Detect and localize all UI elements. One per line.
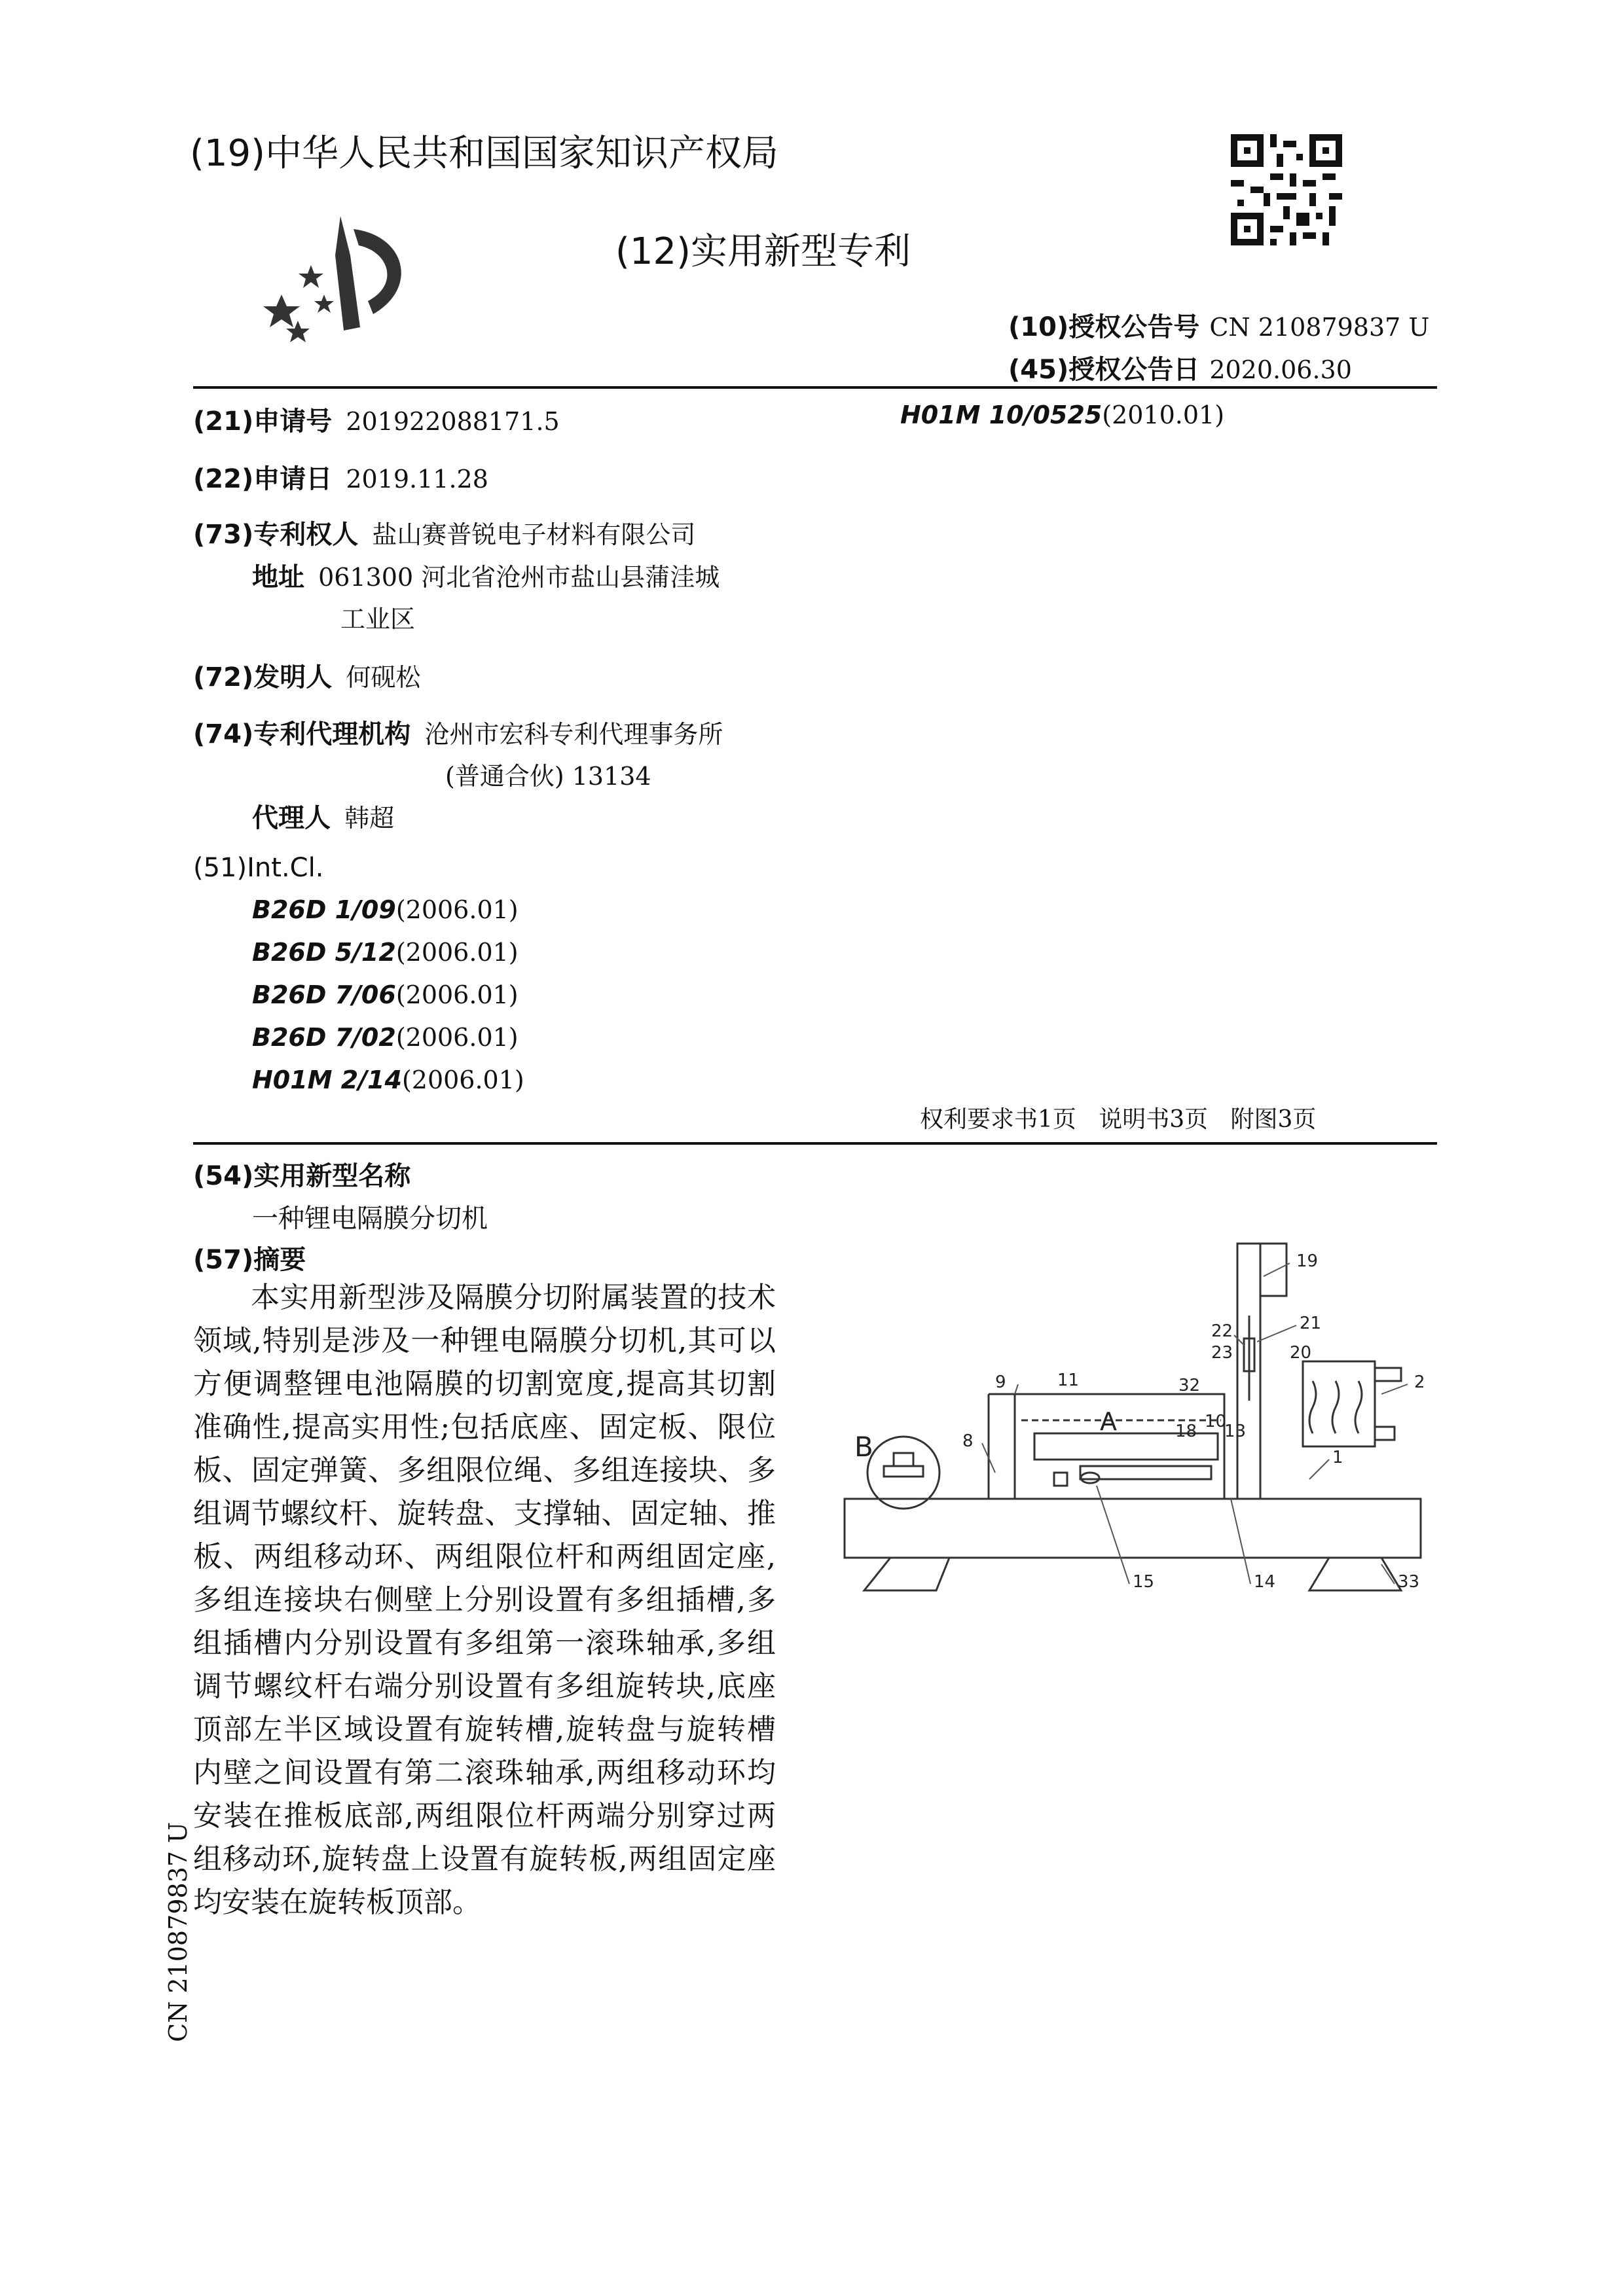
pub-date-value: 2020.06.30	[1209, 355, 1352, 384]
document-type: (12)实用新型专利	[615, 230, 911, 273]
utility-model-title: 一种锂电隔膜分切机	[252, 1204, 488, 1234]
intcl-label: (51)Int.Cl.	[193, 853, 324, 883]
side-publication-number: CN 210879837 U	[164, 1821, 192, 2042]
pub-date-label: (45)授权公告日	[1008, 355, 1200, 385]
fig-label: B	[854, 1431, 873, 1463]
agency-label: (74)专利代理机构	[193, 719, 411, 749]
abstract-text: 本实用新型涉及隔膜分切附属装置的技术领域,特别是涉及一种锂电隔膜分切机,其可以方便调整锂电池隔膜的切割宽度,提高其切割准确性,提高实用性;包括底座、固定板、限位板、固定弹簧、多组限位绳、多组连接块、多组调节螺纹杆、旋转盘、支撑轴、固定轴、推板、两组移动环、两组限位杆和两组固定座,多组连接块右侧壁上分别设置有多组插槽,多组插槽内分别设置有多组第一滚珠轴承,多组调节螺纹杆右端分别设置有多组旋转块,底座顶部左半区域设置有旋转槽,旋转盘与旋转槽内壁之间设置有第二滚珠轴承,两组移动环均安装在推板底部,两组限位杆两端分别穿过两组移动环,旋转盘上设置有旋转板,两组固定座均安装在旋转板顶部。	[193, 1281, 776, 1919]
fig-label: 20	[1290, 1343, 1312, 1363]
inventor-value: 何砚松	[346, 663, 421, 692]
bearing-15	[1081, 1473, 1099, 1483]
fixing-seat	[894, 1453, 913, 1466]
intcl-item: H01M 2/14(2006.01)	[252, 1066, 524, 1094]
fig-label: 8	[962, 1431, 974, 1451]
address-line2: 工业区	[340, 605, 416, 634]
fig-label: 19	[1296, 1251, 1319, 1271]
address-line1: 061300 河北省沧州市盐山县蒲洼城	[318, 563, 720, 592]
qr-code-icon	[1231, 134, 1342, 245]
agency-line2: (普通合伙) 13134	[445, 762, 651, 791]
block-11	[1054, 1473, 1067, 1486]
fig-label: 23	[1211, 1343, 1233, 1363]
base-plate	[845, 1499, 1421, 1558]
section-rule	[193, 1142, 1437, 1145]
intcl-item: B26D 7/02(2006.01)	[252, 1023, 519, 1052]
fig-label: 33	[1398, 1572, 1420, 1592]
fig-label: 13	[1224, 1422, 1247, 1441]
limit-plate-top	[1375, 1368, 1401, 1381]
cnipa-logo-icon	[262, 216, 432, 347]
fig-label: 14	[1254, 1572, 1276, 1592]
intcl-item: B26D 7/06(2006.01)	[252, 980, 519, 1009]
foot-left	[864, 1558, 949, 1590]
housing-box	[1015, 1394, 1227, 1499]
pub-no-value: CN 210879837 U	[1209, 313, 1430, 342]
title-label: (54)实用新型名称	[193, 1161, 411, 1191]
agent-label: 代理人	[252, 803, 331, 833]
fig-label: 18	[1175, 1422, 1197, 1441]
agency-line1: 沧州市宏科专利代理事务所	[424, 720, 723, 749]
rotating-plate	[884, 1466, 923, 1477]
column-cap	[1260, 1244, 1286, 1296]
spring-coils	[1309, 1381, 1362, 1433]
fig-label: 21	[1300, 1314, 1322, 1333]
page-counts: 权利要求书1页 说明书3页 附图3页	[920, 1106, 1317, 1133]
fig-label: 11	[1057, 1371, 1080, 1390]
fig-label: 1	[1332, 1448, 1343, 1467]
ipc-main-version: (2010.01)	[1102, 401, 1225, 429]
intcl-item: B26D 5/12(2006.01)	[252, 938, 519, 967]
abstract-figure	[838, 1230, 1440, 1610]
fig-label: 22	[1211, 1321, 1233, 1341]
intcl-item: B26D 1/09(2006.01)	[252, 895, 519, 924]
fig-label: A	[1100, 1407, 1117, 1436]
app-date-value: 2019.11.28	[346, 465, 488, 493]
fig-label: 9	[995, 1372, 1006, 1392]
app-date-label: (22)申请日	[193, 464, 333, 494]
patentee-label: (73)专利权人	[193, 520, 359, 550]
ipc-main-code: H01M 10/0525	[900, 401, 1103, 429]
fig-label: 10	[1205, 1412, 1227, 1431]
app-no-label: (21)申请号	[193, 406, 333, 437]
abstract-label: (57)摘要	[193, 1245, 306, 1275]
fig-label: 15	[1133, 1572, 1155, 1592]
address-label: 地址	[252, 562, 304, 592]
office-name: (19)中华人民共和国国家知识产权局	[190, 132, 778, 175]
pub-no-label: (10)授权公告号	[1008, 312, 1200, 342]
fig-label: 2	[1414, 1372, 1425, 1392]
app-no-value: 201922088171.5	[346, 407, 560, 436]
inventor-label: (72)发明人	[193, 662, 333, 692]
limit-plate-bottom	[1375, 1427, 1395, 1440]
patentee-value: 盐山赛普锐电子材料有限公司	[372, 520, 696, 549]
header-rule	[193, 386, 1437, 389]
fig-label: 32	[1178, 1376, 1201, 1395]
agent-value: 韩超	[344, 804, 395, 833]
